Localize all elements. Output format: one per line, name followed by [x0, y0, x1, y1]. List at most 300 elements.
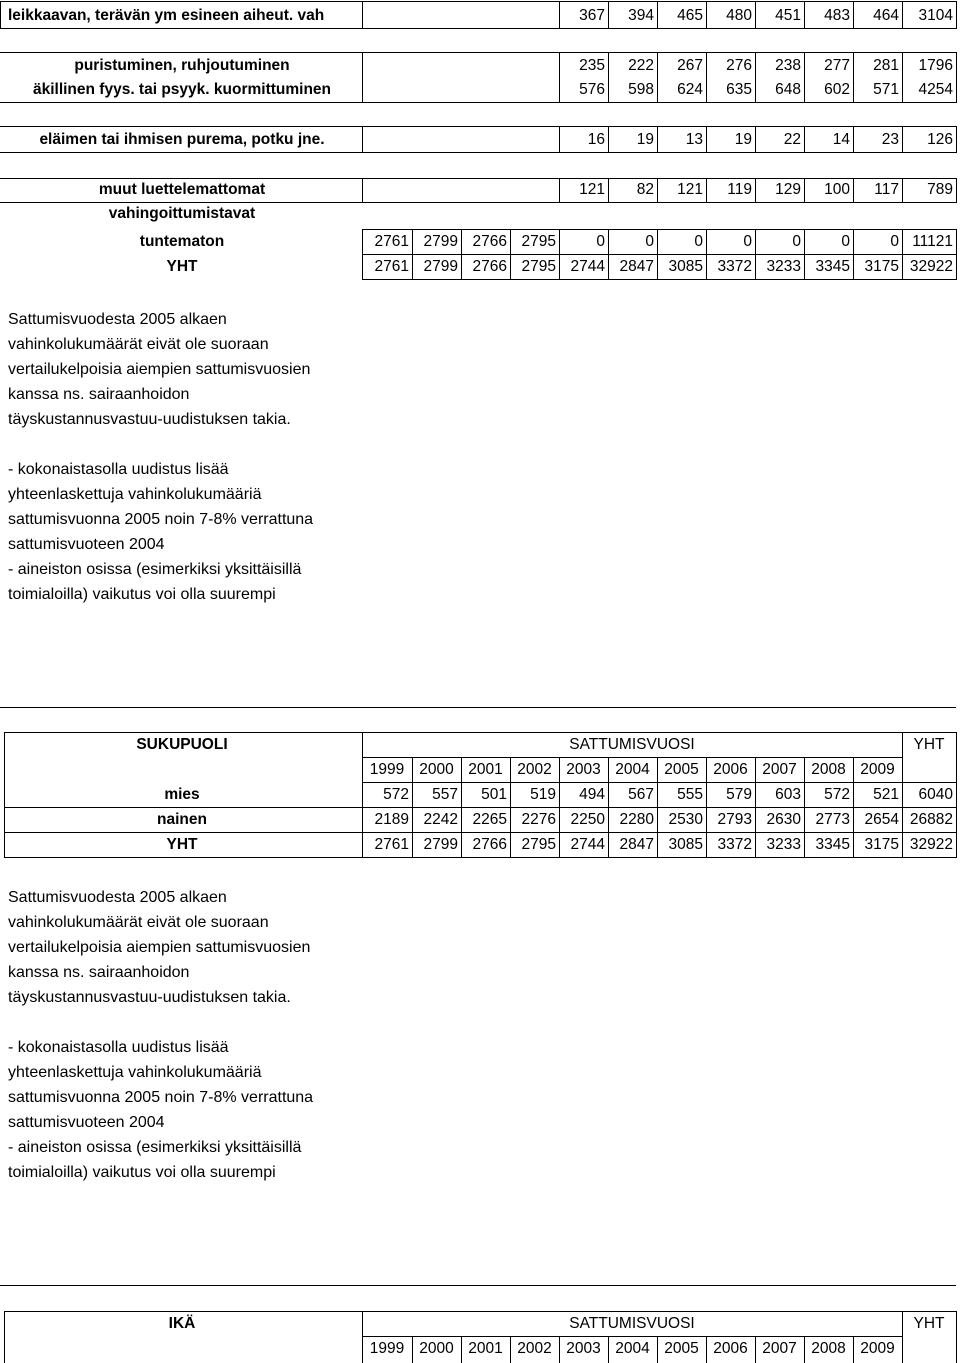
- grid-line-v: [853, 126, 854, 153]
- table-cell[interactable]: 3085: [668, 836, 703, 853]
- grid-line-v: [853, 757, 854, 858]
- table-cell[interactable]: 2242: [423, 811, 458, 828]
- table-cell[interactable]: 576: [579, 81, 605, 98]
- table-header-row: [0, 733, 960, 757]
- table-cell[interactable]: [510, 178, 559, 202]
- grid-line-h: [0, 178, 956, 179]
- row-label: eläimen tai ihmisen purema, potku jne.: [39, 131, 325, 148]
- grid-line-v: [657, 229, 658, 280]
- table-cell[interactable]: 2250: [570, 811, 605, 828]
- table-cell[interactable]: 16: [587, 131, 605, 148]
- year-header: 2004: [615, 761, 650, 778]
- table-cell[interactable]: [510, 54, 559, 78]
- table-row: [0, 128, 960, 152]
- table-cell[interactable]: [362, 178, 412, 202]
- year-header: 2004: [615, 1340, 650, 1357]
- table-cell[interactable]: 6040: [918, 786, 953, 803]
- grid-line-h: [362, 757, 902, 758]
- table-cell[interactable]: 789: [927, 181, 953, 198]
- table-cell[interactable]: 2530: [668, 811, 703, 828]
- grid-line-v: [657, 757, 658, 858]
- year-header: 2006: [713, 761, 748, 778]
- grid-line-v: [755, 178, 756, 203]
- grid-line-v: [706, 757, 707, 858]
- grid-line-h: [0, 202, 956, 203]
- grid-line-h: [0, 152, 956, 153]
- table-cell[interactable]: 121: [677, 181, 703, 198]
- table-cell[interactable]: 14: [832, 131, 850, 148]
- note-line: Sattumisvuodesta 2005 alkaen: [8, 311, 227, 328]
- year-header: 2005: [664, 761, 699, 778]
- table-cell[interactable]: 451: [775, 7, 801, 24]
- grid-line-v: [956, 52, 957, 103]
- table-row: [0, 808, 960, 832]
- table-cell[interactable]: 635: [726, 81, 752, 98]
- table-cell[interactable]: 602: [824, 81, 850, 98]
- table-cell[interactable]: 2761: [374, 233, 409, 250]
- grid-line-v: [657, 1336, 658, 1363]
- table-cell[interactable]: 117: [874, 181, 899, 198]
- table-cell[interactable]: 19: [734, 131, 752, 148]
- note-line: sattumisvuoteen 2004: [8, 536, 165, 553]
- grid-line-v: [657, 1, 658, 29]
- grid-line-v: [956, 1311, 957, 1363]
- grid-line-v: [804, 229, 805, 280]
- grid-line-v: [657, 126, 658, 153]
- grid-line-v: [804, 1336, 805, 1363]
- note-line: - aineiston osissa (esimerkiksi yksittäisillä: [8, 1139, 302, 1156]
- table-cell[interactable]: 1796: [918, 57, 953, 74]
- table-cell[interactable]: 0: [792, 233, 801, 250]
- table-cell[interactable]: 603: [775, 786, 801, 803]
- table-cell[interactable]: 572: [824, 786, 850, 803]
- table-cell[interactable]: [510, 4, 559, 28]
- note-line: yhteenlaskettuja vahinkolukumääriä: [8, 486, 262, 503]
- table-cell[interactable]: 521: [873, 786, 899, 803]
- note-line: toimialoilla) vaikutus voi olla suurempi: [8, 1164, 276, 1181]
- table-cell[interactable]: 4254: [918, 81, 953, 98]
- table-row: [0, 230, 960, 254]
- table-cell[interactable]: 267: [677, 57, 703, 74]
- row-label: puristuminen, ruhjoutuminen: [74, 57, 290, 74]
- table-cell[interactable]: 2265: [472, 811, 507, 828]
- table-cell[interactable]: 277: [824, 57, 850, 74]
- table-cell[interactable]: 2795: [521, 233, 556, 250]
- table-cell[interactable]: 100: [824, 181, 850, 198]
- row-label: tuntematon: [139, 233, 225, 250]
- grid-line-v: [608, 229, 609, 280]
- table-cell[interactable]: 32922: [909, 258, 953, 275]
- grid-line-h: [4, 832, 956, 833]
- note-line: sattumisvuonna 2005 noin 7-8% verrattuna: [8, 511, 314, 528]
- grid-line-v: [902, 178, 903, 203]
- year-header: 2006: [713, 1340, 748, 1357]
- grid-line-v: [853, 1336, 854, 1363]
- grid-line-v: [657, 52, 658, 103]
- grid-line-v: [755, 1, 756, 29]
- table-cell[interactable]: [362, 78, 412, 102]
- grid-line-h: [362, 229, 956, 230]
- grid-line-v: [461, 229, 462, 280]
- table-cell[interactable]: 2654: [864, 811, 899, 828]
- table-cell[interactable]: 3345: [815, 836, 850, 853]
- grid-line-v: [4, 1311, 5, 1363]
- table-cell[interactable]: 126: [927, 131, 953, 148]
- year-header: 1999: [369, 1340, 405, 1357]
- table-cell[interactable]: 2773: [815, 811, 850, 828]
- grid-line-v: [706, 126, 707, 153]
- column-group-header: SATTUMISVUOSI: [569, 1315, 695, 1332]
- note-line: toimialoilla) vaikutus voi olla suurempi: [8, 586, 276, 603]
- grid-line-v: [755, 52, 756, 103]
- grid-line-h: [0, 28, 956, 29]
- note-line: [8, 432, 313, 457]
- table-cell[interactable]: [412, 78, 461, 102]
- table-cell[interactable]: 3104: [918, 7, 953, 24]
- column-group-header: SATTUMISVUOSI: [569, 736, 695, 753]
- table-cell[interactable]: 571: [873, 81, 899, 98]
- grid-line-v: [559, 126, 560, 153]
- row-label: nainen: [157, 811, 207, 828]
- table-cell[interactable]: 276: [726, 57, 752, 74]
- row-label: leikkaavan, terävän ym esineen aiheut. vah: [8, 7, 325, 24]
- table-cell[interactable]: [510, 128, 559, 152]
- grid-line-v: [412, 757, 413, 858]
- grid-line-v: [461, 1336, 462, 1363]
- table-cell[interactable]: 2766: [472, 836, 507, 853]
- table-cell[interactable]: 555: [677, 786, 703, 803]
- grid-line-v: [608, 178, 609, 203]
- table-cell[interactable]: 2847: [619, 836, 654, 853]
- grid-line-v: [510, 229, 511, 280]
- grid-line-v: [706, 52, 707, 103]
- grid-line-h: [362, 279, 956, 280]
- table-cell[interactable]: 129: [775, 181, 801, 198]
- grid-line-v: [853, 52, 854, 103]
- grid-line-h: [362, 782, 956, 783]
- note-line: yhteenlaskettuja vahinkolukumääriä: [8, 1064, 262, 1081]
- year-header: 2009: [860, 1340, 895, 1357]
- table-row: [0, 783, 960, 807]
- row-label: mies: [164, 786, 200, 803]
- grid-line-v: [559, 178, 560, 203]
- grid-line-v: [902, 229, 903, 280]
- table-cell[interactable]: 3345: [815, 258, 850, 275]
- year-header: 2008: [811, 1340, 846, 1357]
- table-header-row: [0, 1312, 960, 1336]
- table-cell[interactable]: [412, 178, 461, 202]
- table-cell[interactable]: 2793: [717, 811, 752, 828]
- table-cell[interactable]: 648: [775, 81, 801, 98]
- table-cell[interactable]: 2795: [521, 258, 556, 275]
- table-cell[interactable]: 222: [628, 57, 654, 74]
- note-line: kanssa ns. sairaanhoidon: [8, 386, 190, 403]
- note-line: vahinkolukumäärät eivät ole suoraan: [8, 336, 269, 353]
- table-cell[interactable]: 557: [432, 786, 458, 803]
- grid-line-v: [559, 229, 560, 280]
- table-cell[interactable]: 2766: [472, 258, 507, 275]
- grid-line-h: [0, 102, 956, 103]
- grid-line-v: [804, 1, 805, 29]
- year-header: 2001: [468, 1340, 503, 1357]
- grid-line-v: [412, 229, 413, 280]
- grid-line-v: [608, 1336, 609, 1363]
- grid-line-h: [362, 254, 956, 255]
- table-cell[interactable]: 0: [694, 233, 703, 250]
- grid-line-v: [362, 1311, 363, 1363]
- grid-line-h: [0, 126, 956, 127]
- table-cell[interactable]: 26882: [909, 811, 953, 828]
- table-row: [0, 78, 960, 102]
- grid-line-v: [559, 52, 560, 103]
- table-cell[interactable]: 501: [481, 786, 507, 803]
- table-cell[interactable]: 494: [579, 786, 605, 803]
- grid-line-v: [0, 1, 1, 29]
- table-cell[interactable]: 238: [775, 57, 801, 74]
- table-cell[interactable]: 2766: [472, 233, 507, 250]
- grid-line-h: [0, 707, 956, 708]
- table-cell[interactable]: 2799: [423, 233, 458, 250]
- table-cell[interactable]: 22: [783, 131, 801, 148]
- year-header: 2008: [811, 761, 846, 778]
- table-cell[interactable]: 598: [628, 81, 654, 98]
- year-header: 2002: [517, 761, 552, 778]
- year-header: 2005: [664, 1340, 699, 1357]
- row-label: YHT: [166, 836, 198, 853]
- table-cell[interactable]: 367: [579, 7, 605, 24]
- row-label: YHT: [166, 258, 198, 275]
- table-cell[interactable]: 119: [727, 181, 752, 198]
- table-cell[interactable]: 2795: [521, 836, 556, 853]
- grid-line-v: [706, 1, 707, 29]
- table-cell[interactable]: [412, 54, 461, 78]
- note-line: vahinkolukumäärät eivät ole suoraan: [8, 914, 269, 931]
- table-cell[interactable]: [362, 128, 412, 152]
- table-cell[interactable]: 11121: [912, 233, 953, 250]
- grid-line-v: [804, 52, 805, 103]
- grid-line-v: [804, 178, 805, 203]
- grid-line-v: [804, 757, 805, 858]
- note-line: vertailukelpoisia aiempien sattumisvuosien: [8, 939, 311, 956]
- table-cell[interactable]: 0: [596, 233, 605, 250]
- table-row: [0, 178, 960, 222]
- grid-line-h: [362, 1336, 902, 1337]
- note-line: - kokonaistasolla uudistus lisää: [8, 1039, 229, 1056]
- year-header: 2007: [762, 1340, 797, 1357]
- table-cell[interactable]: 3175: [864, 258, 899, 275]
- table-cell[interactable]: [461, 4, 510, 28]
- note-line: sattumisvuonna 2005 noin 7-8% verrattuna: [8, 1089, 314, 1106]
- grid-line-v: [755, 757, 756, 858]
- grid-line-v: [853, 1, 854, 29]
- table-cell[interactable]: 2799: [423, 836, 458, 853]
- note-line: kanssa ns. sairaanhoidon: [8, 964, 190, 981]
- table-cell[interactable]: [412, 128, 461, 152]
- note-line: täyskustannusvastuu-uudistuksen takia.: [8, 989, 291, 1006]
- table-cell[interactable]: 32922: [909, 836, 953, 853]
- grid-line-v: [956, 178, 957, 203]
- table-cell[interactable]: [461, 178, 510, 202]
- table-cell[interactable]: 0: [645, 233, 654, 250]
- table-cell[interactable]: 2761: [374, 836, 409, 853]
- table-cell[interactable]: 624: [677, 81, 703, 98]
- grid-line-v: [706, 1336, 707, 1363]
- grid-line-v: [902, 732, 903, 858]
- year-header: 2003: [566, 761, 601, 778]
- table-cell[interactable]: 464: [873, 7, 899, 24]
- table-cell[interactable]: [362, 54, 412, 78]
- note-line: sattumisvuoteen 2004: [8, 1114, 165, 1131]
- row-label: äkillinen fyys. tai psyyk. kuormittuminen: [32, 81, 332, 98]
- year-header-row: [0, 758, 960, 782]
- table-cell[interactable]: 2189: [374, 811, 409, 828]
- grid-line-v: [559, 1336, 560, 1363]
- grid-line-v: [510, 1336, 511, 1363]
- table-cell[interactable]: 2799: [423, 258, 458, 275]
- grid-line-v: [608, 1, 609, 29]
- grid-line-v: [956, 126, 957, 153]
- grid-line-h: [4, 1311, 956, 1312]
- grid-line-v: [362, 126, 363, 153]
- grid-line-v: [902, 52, 903, 103]
- year-header-row: [0, 1337, 960, 1361]
- note-line: [8, 1010, 313, 1035]
- grid-line-v: [956, 229, 957, 280]
- grid-line-v: [362, 52, 363, 103]
- year-header: 2002: [517, 1340, 552, 1357]
- grid-line-v: [956, 1, 957, 29]
- grid-line-v: [4, 732, 5, 858]
- table-cell[interactable]: 13: [685, 131, 703, 148]
- grid-line-h: [0, 1285, 956, 1286]
- table-cell[interactable]: 2744: [570, 258, 605, 275]
- note-line: vertailukelpoisia aiempien sattumisvuosien: [8, 361, 311, 378]
- grid-line-v: [362, 229, 363, 280]
- grid-line-v: [362, 1, 363, 29]
- table-cell[interactable]: [461, 54, 510, 78]
- table-row: [0, 54, 960, 78]
- table-cell[interactable]: 2630: [766, 811, 801, 828]
- table-cell[interactable]: [461, 128, 510, 152]
- table-cell[interactable]: 2847: [619, 258, 654, 275]
- grid-line-v: [853, 229, 854, 280]
- footnote-block-2: [8, 885, 313, 1185]
- grid-line-h: [4, 807, 956, 808]
- table-row: [0, 4, 960, 28]
- year-header: 1999: [369, 761, 405, 778]
- table-cell[interactable]: 235: [579, 57, 605, 74]
- year-header: 2000: [419, 1340, 454, 1357]
- table-cell[interactable]: 480: [726, 7, 752, 24]
- table-cell[interactable]: 23: [881, 131, 899, 148]
- table-cell[interactable]: 0: [890, 233, 899, 250]
- column-header-sex: SUKUPUOLI: [136, 736, 228, 753]
- grid-line-v: [362, 732, 363, 858]
- grid-line-v: [559, 757, 560, 858]
- grid-line-v: [755, 126, 756, 153]
- table-cell[interactable]: [461, 78, 510, 102]
- note-line: - kokonaistasolla uudistus lisää: [8, 461, 229, 478]
- column-header-age: IKÄ: [168, 1315, 196, 1332]
- table-cell[interactable]: 3233: [766, 836, 801, 853]
- table-cell[interactable]: 519: [530, 786, 556, 803]
- grid-line-v: [608, 126, 609, 153]
- row-label-continued: vahingoittumistavat: [108, 205, 256, 222]
- grid-line-h: [4, 732, 956, 733]
- table-cell[interactable]: 281: [873, 57, 899, 74]
- table-cell[interactable]: [362, 4, 412, 28]
- table-cell[interactable]: 0: [743, 233, 752, 250]
- note-line: - aineiston osissa (esimerkiksi yksittäisillä: [8, 561, 302, 578]
- grid-line-v: [956, 732, 957, 858]
- table-cell[interactable]: 3175: [864, 836, 899, 853]
- table-row: [0, 833, 960, 857]
- table-cell[interactable]: 121: [579, 181, 605, 198]
- grid-line-v: [461, 757, 462, 858]
- table-cell[interactable]: [412, 4, 461, 28]
- table-cell[interactable]: 2744: [570, 836, 605, 853]
- table-cell[interactable]: 2276: [521, 811, 556, 828]
- grid-line-v: [362, 178, 363, 203]
- table-cell[interactable]: 3233: [766, 258, 801, 275]
- year-header: 2003: [566, 1340, 601, 1357]
- row-label: muut luettelemattomat: [98, 181, 266, 198]
- table-cell[interactable]: 567: [628, 786, 654, 803]
- footnote-block: [8, 307, 313, 607]
- grid-line-h: [4, 857, 956, 858]
- table-cell[interactable]: 394: [628, 7, 654, 24]
- table-cell[interactable]: 82: [636, 181, 654, 198]
- grid-line-v: [510, 757, 511, 858]
- table-row: [0, 255, 960, 279]
- grid-line-v: [657, 178, 658, 203]
- year-header: 2009: [860, 761, 895, 778]
- grid-line-v: [755, 229, 756, 280]
- column-header-total: YHT: [913, 1315, 945, 1332]
- table-cell[interactable]: 3085: [668, 258, 703, 275]
- table-cell[interactable]: 483: [824, 7, 850, 24]
- grid-line-v: [559, 1, 560, 29]
- table-cell[interactable]: 579: [726, 786, 752, 803]
- table-cell[interactable]: 2761: [374, 258, 409, 275]
- grid-line-h: [0, 52, 956, 53]
- grid-line-v: [902, 126, 903, 153]
- table-cell[interactable]: 3372: [717, 258, 752, 275]
- note-line: Sattumisvuodesta 2005 alkaen: [8, 889, 227, 906]
- grid-line-v: [853, 178, 854, 203]
- year-header: 2000: [419, 761, 454, 778]
- table-cell[interactable]: 572: [383, 786, 409, 803]
- table-cell[interactable]: 2280: [619, 811, 654, 828]
- table-cell[interactable]: [510, 78, 559, 102]
- grid-line-v: [706, 229, 707, 280]
- note-line: täyskustannusvastuu-uudistuksen takia.: [8, 411, 291, 428]
- grid-line-v: [608, 757, 609, 858]
- grid-line-v: [755, 1336, 756, 1363]
- grid-line-h: [0, 1, 956, 2]
- column-header-total: YHT: [913, 736, 945, 753]
- grid-line-v: [804, 126, 805, 153]
- grid-line-v: [706, 178, 707, 203]
- table-cell[interactable]: 3372: [717, 836, 752, 853]
- grid-line-v: [608, 52, 609, 103]
- table-cell[interactable]: 0: [841, 233, 850, 250]
- table-cell[interactable]: 465: [677, 7, 703, 24]
- year-header: 2001: [468, 761, 503, 778]
- grid-line-v: [902, 1311, 903, 1363]
- grid-line-v: [412, 1336, 413, 1363]
- table-cell[interactable]: 19: [636, 131, 654, 148]
